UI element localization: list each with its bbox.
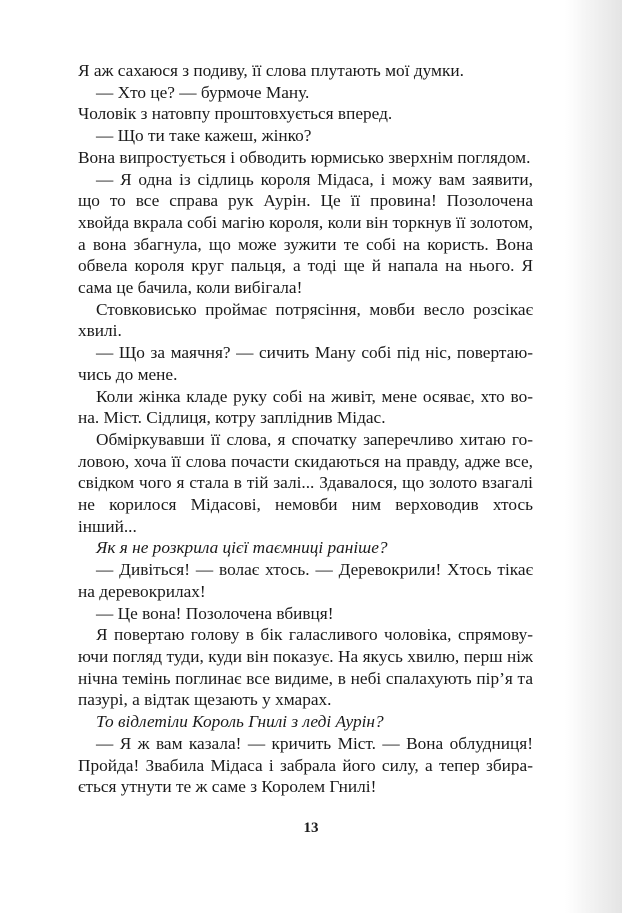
paragraph: Обміркувавши її слова, я спочатку заперечливо хитаю головою, хоча її слова почасти скидаються на правду, адже все, свідком чого я стала в тій залі... Здавалося, що золото взагалі не корилося Мідасові, немовби ним верховодив хтось інший...: [78, 429, 533, 536]
page-body: [78, 60, 533, 798]
italic-thought-paragraph: То відлетіли Король Гнилі з леді Аурін?: [96, 712, 384, 732]
paragraph: — Це вона! Позолочена вбивця!: [96, 603, 334, 623]
paragraph: — Дивіться! — волає хтось. — Деревокрили! Хтось тікає на деревокрилах!: [78, 560, 533, 601]
paragraph: — Що ти таке кажеш, жінко?: [96, 126, 312, 146]
paragraph: — Я ж вам казала! — кричить Міст. — Вона облудниця! Пройда! Звабила Мідаса і забрала його силу, а тепер збирається утнути те ж саме з Королем Гнилі!: [78, 733, 533, 797]
paragraph: Коли жінка кладе руку собі на живіт, мене осяває, хто вона. Міст. Сідлиця, котру запліднив Мідас.: [78, 386, 533, 428]
paragraph: Вона випростується і обводить юрмисько зверхнім поглядом.: [78, 147, 531, 167]
page-number: 13: [303, 820, 319, 836]
paragraph: — Хто це? — бурмоче Ману.: [96, 82, 310, 102]
paragraph: Стовковисько проймає потрясіння, мовби весло розсікає хвилі.: [78, 299, 533, 341]
paragraph: — Що за маячня? — сичить Ману собі під ніс, повертаючись до мене.: [78, 343, 533, 384]
paragraph: Я повертаю голову в бік галасливого чоловіка, спрямовуючи погляд туди, куди він показує. На якусь хвилю, перш ніж нічна темінь поглинає все видиме, в небі спалахують пір’я та пазурі, а відтак щезають у хмарах.: [78, 625, 533, 710]
paragraph: Я аж сахаюся з подиву, її слова плутають мої думки.: [78, 61, 464, 80]
italic-thought-paragraph: Як я не розкрила цієї таємниці раніше?: [96, 538, 388, 558]
paragraph: Чоловік з натовпу проштовхується вперед.: [78, 104, 393, 124]
paragraph: — Я одна із сідлиць короля Мідаса, і можу вам заявити, що то все справа рук Аурін. Це її провина! Позолочена хвойда вкрала собі магію короля, коли він торкнув її золотом, а вона збагнула, що може зужити те собі на користь. Вона обвела короля круг пальця, а тоді ще й напала на нього. Я сама це бачила, коли вибігала!: [78, 169, 533, 298]
